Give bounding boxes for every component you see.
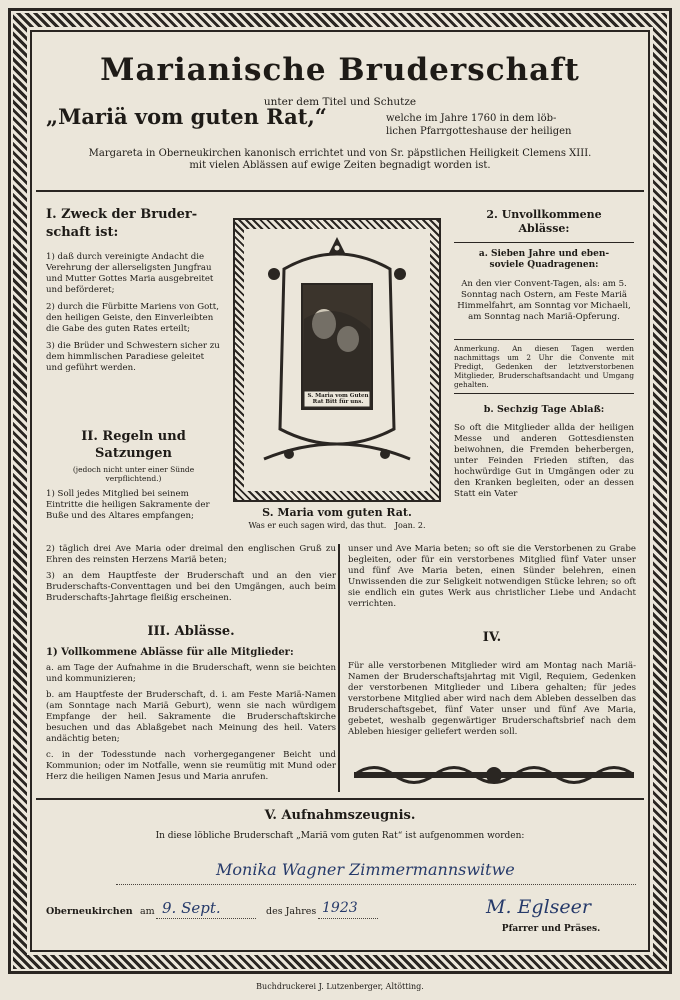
section-right-text-b-cont: unser und Ave Maria beten; so oft sie die Verstorbenen zu Grabe begleiten, oder für ein verstorbenes Mitglied fünf Vater unser und fünf Ave Maria beten, einen Sünder belehren, einen Unwissenden die zur Seligkeit notwendigen Stücke lehren; so oft sie endlich ein gutes Werk aus christlicher Liebe und Andacht verrichten.	[348, 544, 636, 609]
section-4-text: Für alle verstorbenen Mitglieder wird am Montag nach Mariä-Namen der Bruderschaftsjahrtag mit Vigil, Requiem, Gedenken der verstorbenen Mitglieder und Libera gehalten; für jedes verstorbene Mitglied aber wird nach dem Ableben desselben das Bruderschaftsgebet, fünf Vater unser und fünf Ave Maria, gebetet, weshalb gegenwärtiger Bruderschaftsbrief nach dem Ableben hiesiger geliefert werden soll.	[348, 661, 636, 737]
section-3	[46, 622, 336, 783]
section-right-cont	[348, 544, 636, 610]
rat-text-1: welche im Jahre 1760 in dem löb-	[386, 113, 557, 124]
section-5-heading: V. Aufnahmszeugnis.	[264, 808, 416, 823]
image-caption: S. Maria vom guten Rat.	[262, 506, 412, 519]
section-3-sub: 1) Vollkommene Ablässe für alle Mitglieder:	[46, 647, 294, 658]
printer-footer: Buchdruckerei J. Lutzenberger, Altötting.	[256, 982, 424, 991]
signer-title: Pfarrer und Präses.	[501, 924, 601, 934]
image-quote: Was er euch sagen wird, das thut.	[248, 521, 387, 530]
image-caption-block	[206, 506, 468, 530]
section-3-heading: III. Ablässe.	[147, 624, 235, 639]
section-5-line: In diese löbliche Bruderschaft „Mariä vom guten Rat“ ist aufgenommen worden:	[155, 831, 525, 841]
section-2	[46, 428, 221, 522]
rat-line	[46, 104, 644, 137]
image-ref: Joan. 2.	[394, 521, 426, 530]
section-5	[36, 806, 644, 841]
header-line-4: mit vielen Ablässen auf ewige Zeiten begnadigt worden ist.	[189, 160, 491, 171]
section-1-item-2: 2) durch die Fürbitte Mariens von Gott, den heiligen Geiste, den Einverleibten die Gabe des guten Rates erteilt;	[46, 302, 219, 334]
section-2-item-3: 3) an dem Hauptfeste der Bruderschaft und an den vier Bruderschafts-Conventtagen und bei den Umgängen, auch beim Bruderschafts-Jahrtage fleißig erscheinen.	[46, 571, 336, 603]
section-1-item-1: 1) daß durch vereinigte Andacht die Verehrung der allerseligsten Jungfrau und Mutter Gottes Maria ausgebreitet und beförderet;	[46, 252, 214, 295]
section-3-a: a. am Tage der Aufnahme in die Bruderschaft, wenn sie beichten und kommunizieren;	[46, 663, 336, 684]
document-subtitle: unter dem Titel und Schutze	[263, 96, 417, 108]
section-2-item-1: 1) Soll jedes Mitglied bei seinem Eintritte die heiligen Sakramente der Buße und des Altares empfangen;	[46, 489, 210, 521]
section-1	[46, 206, 221, 374]
section-4-heading: IV.	[482, 630, 502, 645]
image-plate-text: S. Maria vom Guten Rat Bitt für uns.	[307, 393, 369, 405]
section-right-heading: 2. Unvollkommene Ablässe:	[486, 208, 602, 235]
year: 1923	[322, 900, 358, 916]
eye-of-god-icon	[329, 237, 345, 253]
section-right-sub-b: b. Sechzig Tage Ablaß:	[483, 404, 605, 415]
section-2-heading: II. Regeln und Satzungen	[81, 429, 186, 461]
section-1-heading: I. Zweck der Bruder- schaft ist:	[46, 207, 198, 240]
header-description	[36, 148, 644, 172]
date: 9. Sept.	[162, 899, 221, 917]
madonna-engraving	[244, 229, 430, 491]
section-1-item-3: 3) die Brüder und Schwestern sicher zu dem himmlischen Paradiese geleitet und geführt werden.	[46, 341, 220, 373]
signature: M. Eglseer	[486, 896, 591, 918]
rat-text-2: lichen Pfarrgotteshause der heiligen	[386, 126, 572, 137]
section-right-text-b: So oft die Mitglieder allda der heiligen Messe und anderen Gottesdiensten beiwohnen, die Fremden beherbergen, unter Feinden Frieden stiften, das hochwürdige Gut in Umgängen oder zu den Kranken begleiten, oder an dessen Statt ein Vater	[454, 423, 634, 499]
section-right	[454, 208, 634, 500]
madonna-image-frame	[233, 218, 441, 502]
member-name: Monika Wagner Zimmermannswitwe	[216, 860, 515, 879]
rat-title: „Mariä vom guten Rat,“	[46, 104, 327, 129]
document-title: Marianische Bruderschaft	[100, 52, 580, 88]
section-3-c: c. in der Todesstunde nach vorhergegangener Beicht und Kommunion; oder im Notfalle, wenn sie reumütig mit Mund oder Herz die heiligen Namen Jesus und Maria anrufen.	[46, 750, 336, 782]
header-divider	[36, 190, 644, 192]
madonna-image	[244, 229, 430, 491]
des-jahres-label: des Jahres	[266, 906, 317, 917]
section-3-b: b. am Hauptfeste der Bruderschaft, d. i. am Feste Mariä-Namen (am Sonntage nach Mariä Geburt), wenn sie nach würdigem Empfange der heil. Sakramente die Bruderschaftskirche besuchen und das Ablaßgebet nach Meinung des heil. Vaters andächtig beten;	[46, 690, 336, 744]
date-line	[46, 898, 636, 922]
header-line-3: Margareta in Oberneukirchen kanonisch errichtet und von Sr. päpstlichen Heiligkeit Clemens XIII.	[88, 148, 592, 159]
am-label: am	[140, 906, 155, 917]
section-right-sub-a: a. Sieben Jahre und eben- soviele Quadragenen:	[478, 249, 610, 270]
section-4	[348, 628, 636, 738]
member-name-line	[116, 858, 636, 885]
document-content	[36, 36, 644, 946]
section-right-text-a: An den vier Convent-Tagen, als: am 5. Sonntag nach Ostern, am Feste Mariä Himmelfahrt, am Sonntag vor Michaeli, am Sonntag nach Mariä-Opferung.	[457, 279, 631, 322]
ornament-divider	[354, 758, 634, 792]
section-right-note: Anmerkung. An diesen Tagen werden nachmittags um 2 Uhr die Convente mit Predigt, Gedenken der letztverstorbenen Mitglieder, Bruderschaftsandacht und Umgang gehalten.	[454, 344, 634, 389]
section-2-item-2: 2) täglich drei Ave Maria oder dreimal den englischen Gruß zu Ehren des reinsten Herzens Mariä beten;	[46, 544, 336, 565]
place: Oberneukirchen	[46, 906, 133, 917]
section-2-cont	[46, 544, 336, 604]
section-2-note: (jedoch nicht unter einer Sünde verpflichtend.)	[72, 465, 195, 483]
section-5-divider	[36, 798, 644, 800]
column-divider	[338, 544, 340, 792]
